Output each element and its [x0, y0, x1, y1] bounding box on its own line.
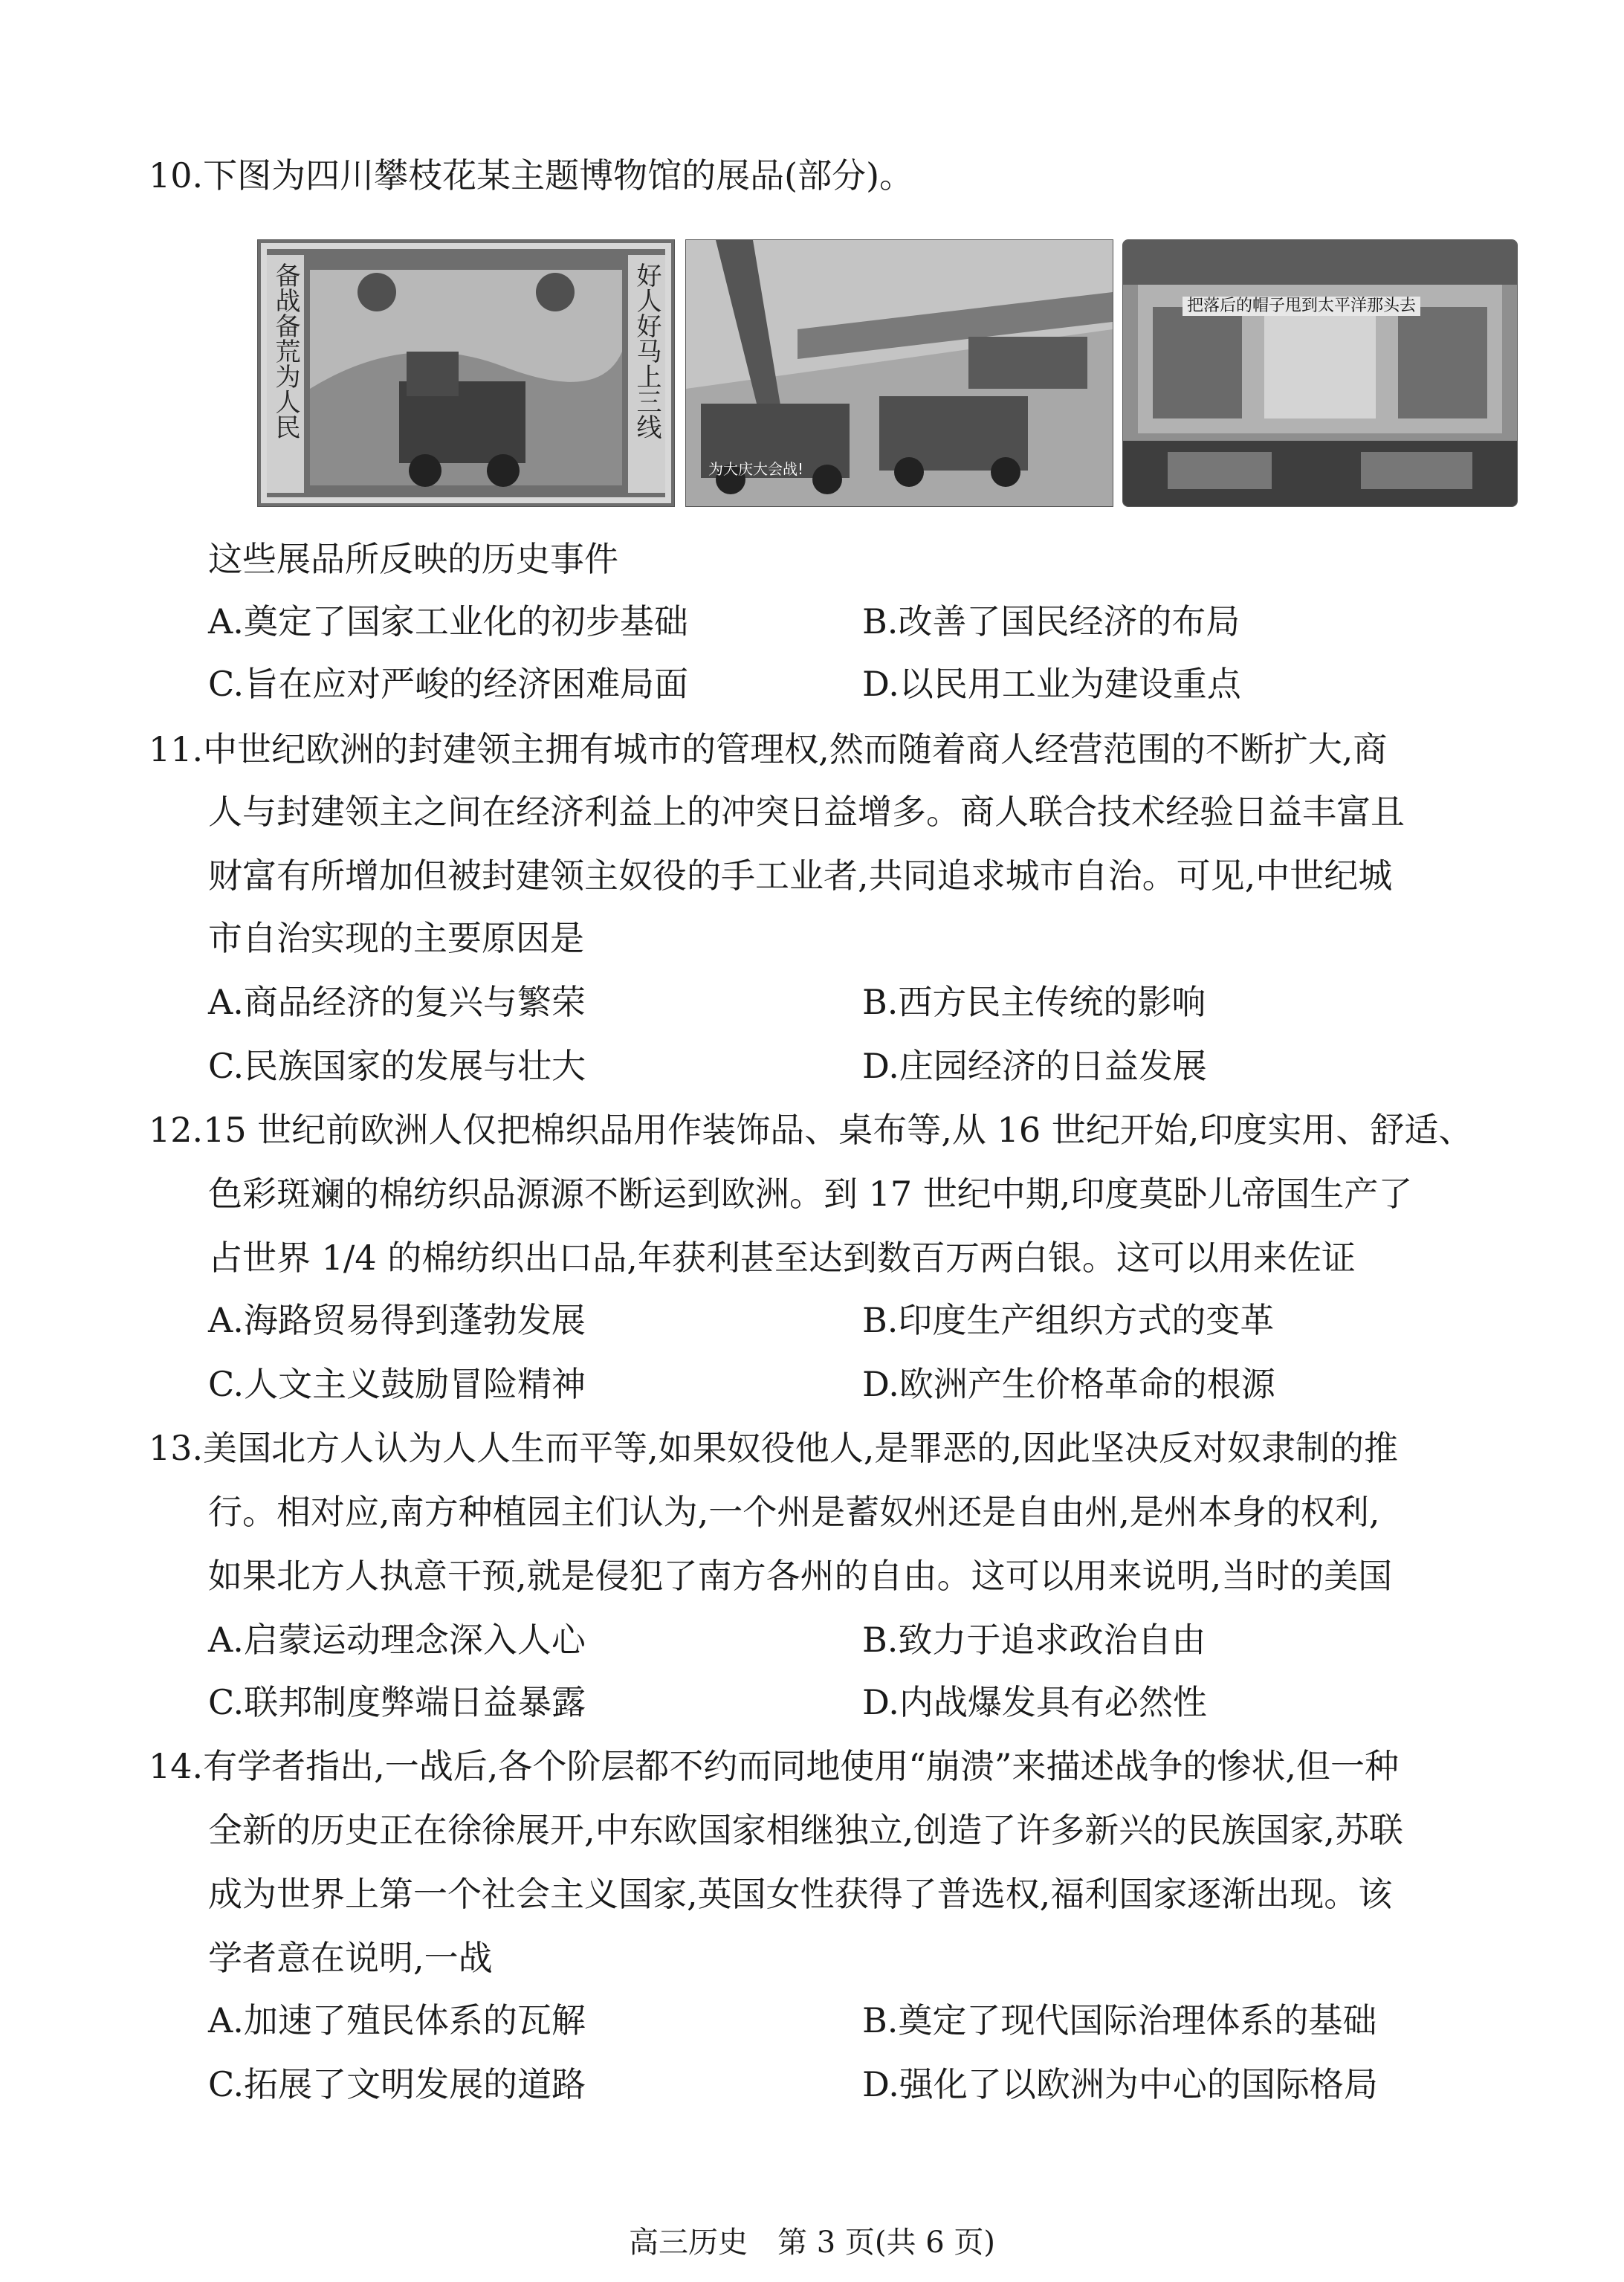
q13-line-3: 如果北方人执意干预,就是侵犯了南方各州的自由。这可以用来说明,当时的美国: [208, 1556, 1393, 1596]
q11-option-d: D.庄园经济的日益发展: [862, 1046, 1207, 1086]
q11-line-3: 财富有所增加但被封建领主奴役的手工业者,共同追求城市自治。可见,中世纪城: [208, 856, 1393, 896]
exhibit-photo-3: [1122, 239, 1518, 507]
q13-option-b: B.致力于追求政治自由: [862, 1620, 1206, 1660]
wall-banner: 把落后的帽子甩到太平洋那头去: [1183, 297, 1420, 316]
q14-option-d: D.强化了以欧洲为中心的国际格局: [862, 2064, 1378, 2104]
q11-line-2: 人与封建领主之间在经济利益上的冲突日益增多。商人联合技术经验日益丰富且: [208, 792, 1405, 832]
q12-line-2: 色彩斑斓的棉纺织品源源不断运到欧洲。到 17 世纪中期,印度莫卧儿帝国生产了: [208, 1174, 1413, 1214]
exhibit-photo-2: [685, 239, 1113, 507]
banner-right: 好人好马上三线: [632, 262, 661, 439]
q12-line-1: 12.15 世纪前欧洲人仅把棉织品用作装饰品、桌布等,从 16 世纪开始,印度实用、舒适、: [149, 1110, 1473, 1150]
q10-option-d: D.以民用工业为建设重点: [862, 664, 1241, 704]
q14-option-a: A.加速了殖民体系的瓦解: [208, 2000, 586, 2040]
q10-stem: 10.下图为四川攀枝花某主题博物馆的展品(部分)。: [149, 155, 914, 195]
q14-line-2: 全新的历史正在徐徐展开,中东欧国家相继独立,创造了许多新兴的民族国家,苏联: [208, 1810, 1403, 1850]
q10-option-c: C.旨在应对严峻的经济困难局面: [208, 664, 689, 704]
q14-line-3: 成为世界上第一个社会主义国家,英国女性获得了普选权,福利国家逐渐出现。该: [208, 1874, 1393, 1914]
exhibit-photo-1: [257, 239, 675, 507]
q13-option-a: A.启蒙运动理念深入人心: [208, 1620, 586, 1660]
q14-line-1: 14.有学者指出,一战后,各个阶层都不约而同地使用“崩溃”来描述战争的惨状,但一种: [149, 1746, 1400, 1786]
q13-option-d: D.内战爆发具有必然性: [862, 1682, 1207, 1722]
q14-option-b: B.奠定了现代国际治理体系的基础: [862, 2000, 1377, 2040]
q11-option-c: C.民族国家的发展与壮大: [208, 1046, 586, 1086]
q11-option-a: A.商品经济的复兴与繁荣: [208, 982, 586, 1022]
q10-option-a: A.奠定了国家工业化的初步基础: [208, 601, 688, 641]
q12-option-d: D.欧洲产生价格革命的根源: [862, 1364, 1275, 1404]
page-footer: 高三历史 第 3 页(共 6 页): [629, 2226, 995, 2260]
exhibit-diorama-image: [258, 240, 674, 506]
q13-line-2: 行。相对应,南方种植园主们认为,一个州是蓄奴州还是自由州,是州本身的权利,: [208, 1492, 1380, 1532]
q10-option-b: B.改善了国民经济的布局: [862, 601, 1240, 641]
truck-banner: 为大庆大会战!: [708, 460, 804, 478]
banner-left: 备战备荒为人民: [271, 262, 300, 439]
q13-option-c: C.联邦制度弊端日益暴露: [208, 1682, 586, 1722]
q12-option-a: A.海路贸易得到蓬勃发展: [208, 1300, 586, 1340]
q11-line-4: 市自治实现的主要原因是: [208, 918, 584, 958]
q12-line-3: 占世界 1/4 的棉纺织出口品,年获利甚至达到数百万两白银。这可以用来佐证: [208, 1238, 1356, 1278]
q14-option-c: C.拓展了文明发展的道路: [208, 2064, 586, 2104]
q11-line-1: 11.中世纪欧洲的封建领主拥有城市的管理权,然而随着商人经营范围的不断扩大,商: [149, 729, 1388, 769]
q13-line-1: 13.美国北方人认为人人生而平等,如果奴役他人,是罪恶的,因此坚决反对奴隶制的推: [149, 1428, 1399, 1468]
q12-option-b: B.印度生产组织方式的变革: [862, 1300, 1275, 1340]
exhibit-hall-image: [1123, 240, 1517, 506]
q10-question: 这些展品所反映的历史事件: [208, 539, 618, 579]
q11-option-b: B.西方民主传统的影响: [862, 982, 1206, 1022]
q14-line-4: 学者意在说明,一战: [208, 1938, 493, 1978]
q12-option-c: C.人文主义鼓励冒险精神: [208, 1364, 586, 1404]
